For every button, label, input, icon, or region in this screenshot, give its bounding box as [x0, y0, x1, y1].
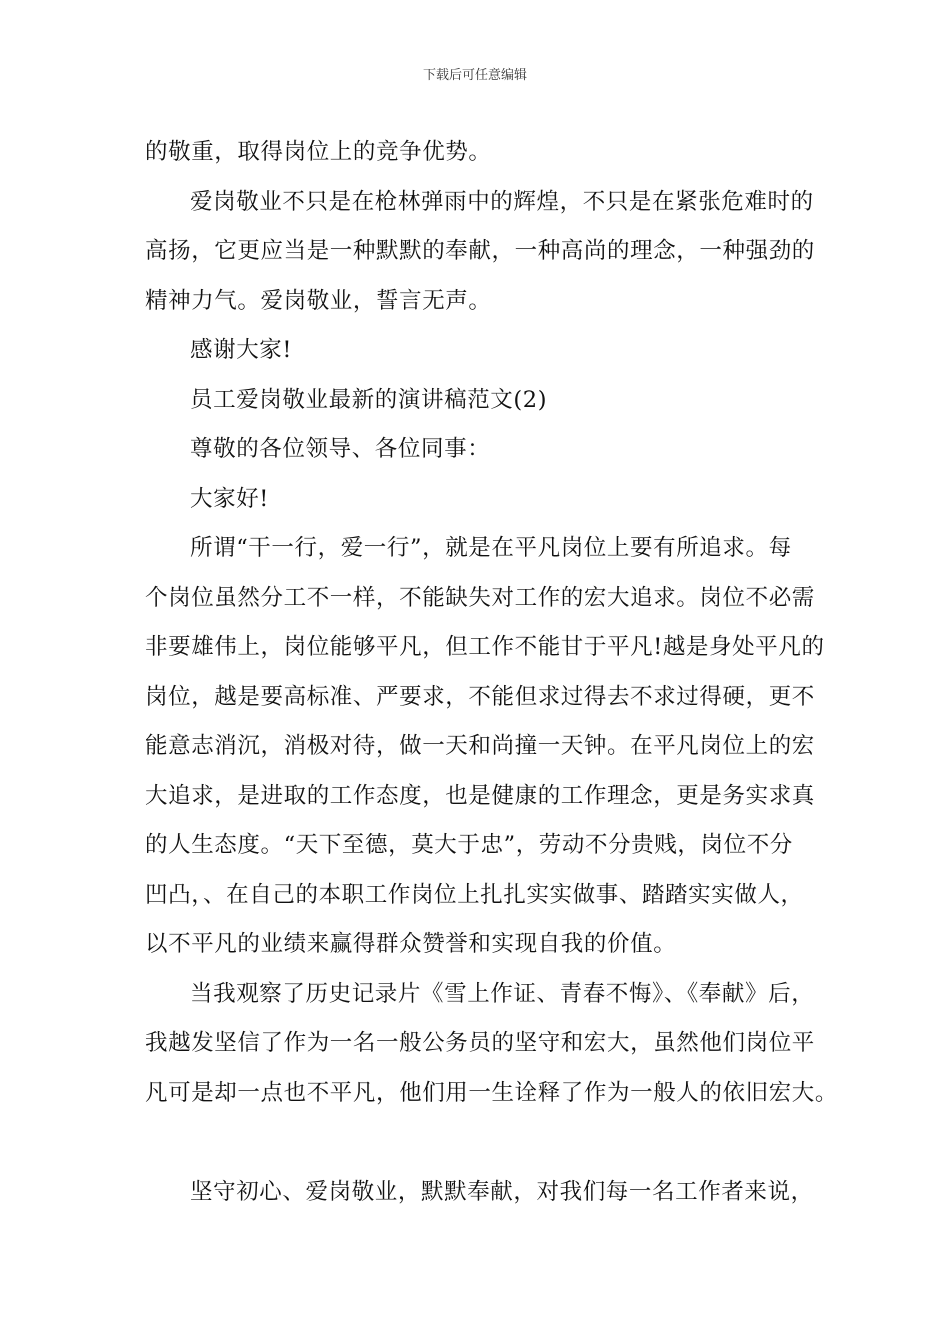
text-line: 凹凸，、在自己的本职工作岗位上扎扎实实做事、踏踏实实做人，	[145, 881, 804, 908]
text-line: 的人生态度。“天下至德，莫大于忠”，劳动不分贵贱，岗位不分	[145, 832, 793, 858]
text-line: 岗位，越是要高标准、严要求，不能但求过得去不求过得硬，更不	[145, 683, 815, 710]
text-line: 所谓“干一行，爱一行”，就是在平凡岗位上要有所追求。每	[190, 535, 792, 561]
text-line: 的敬重，取得岗位上的竞争优势。	[145, 139, 492, 165]
text-line: 能意志消沉，消极对待，做一天和尚撞一天钟。在平凡岗位上的宏	[145, 733, 815, 759]
text-line: 坚守初心、爱岗敬业，默默奉献，对我们每一名工作者来说，	[190, 1178, 814, 1205]
text-line: 以不平凡的业绩来赢得群众赞誉和实现自我的价值。	[145, 931, 677, 957]
text-line: 我越发坚信了作为一名一般公务员的坚守和宏大，虽然他们岗位平	[145, 1030, 815, 1056]
text-line: 大追求，是进取的工作态度，也是健康的工作理念，更是务实求真	[145, 782, 815, 809]
paragraph-gap	[145, 1118, 810, 1168]
text-line: 精神力气。爱岗敬业，誓言无声。	[145, 287, 492, 314]
section-title: 员工爱岗敬业最新的演讲稿范文(2)	[190, 386, 548, 413]
salutation: 尊敬的各位领导、各位同事：	[190, 436, 491, 462]
page-header: 下载后可任意编辑	[422, 68, 527, 83]
text-line: 高扬，它更应当是一种默默的奉献，一种高尚的理念，一种强劲的	[145, 238, 815, 264]
document-body	[145, 128, 839, 1217]
text-line: 感谢大家!	[190, 337, 293, 363]
text-line: 爱岗敬业不只是在枪林弹雨中的辉煌，不只是在紧张危难时的	[190, 188, 814, 215]
text-line: 凡可是却一点也不平凡，他们用一生诠释了作为一般人的依旧宏大。	[145, 1079, 839, 1106]
text-line: 当我观察了历史记录片《雪上作证、青春不悔》、《奉献》后，	[190, 980, 815, 1007]
text-line: 个岗位虽然分工不一样，不能缺失对工作的宏大追求。岗位不必需	[145, 584, 815, 611]
greeting: 大家好!	[190, 485, 269, 512]
text-line: 非要雄伟上，岗位能够平凡，但工作不能甘于平凡!越是身处平凡的	[145, 634, 825, 660]
